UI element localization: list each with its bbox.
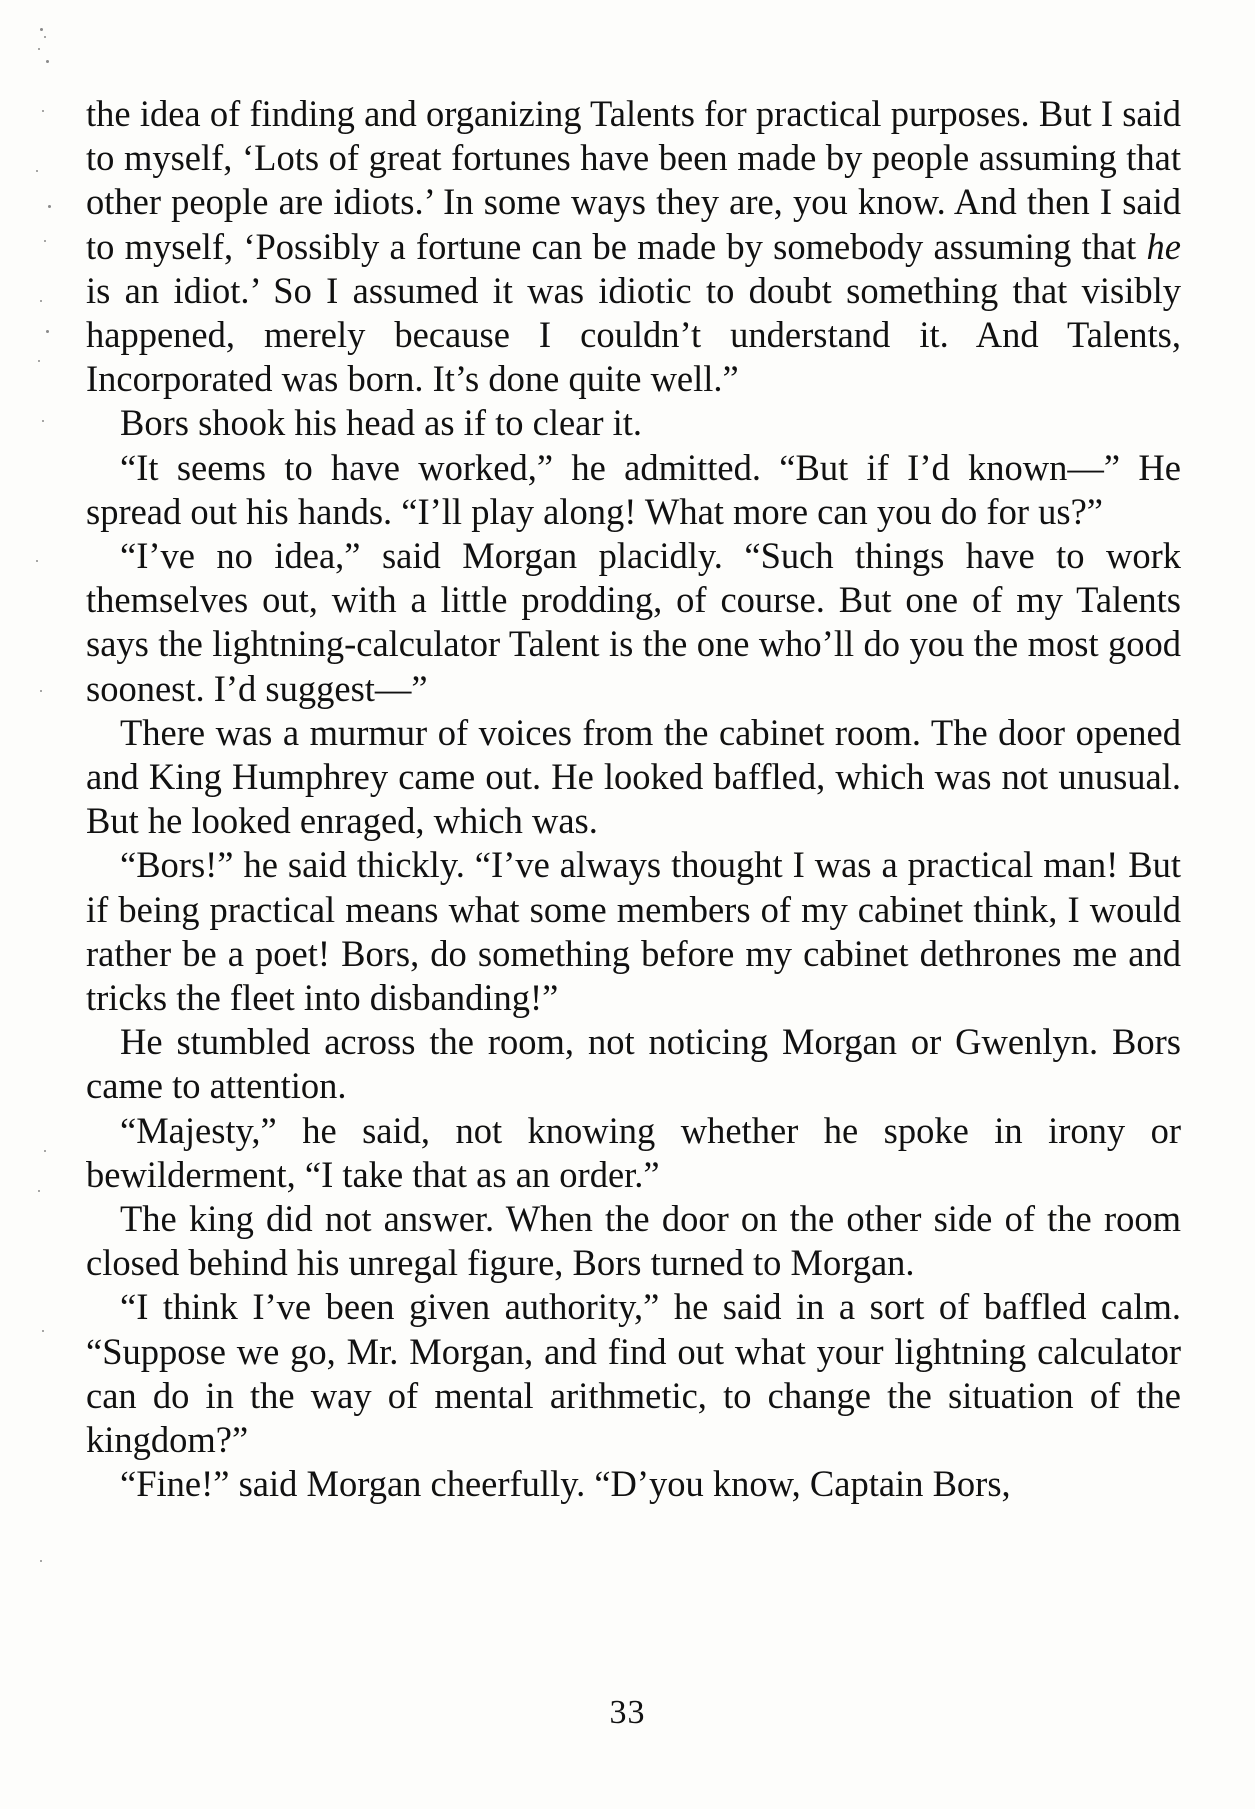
scan-speck xyxy=(36,560,38,562)
paragraph-2: Bors shook his head as if to clear it. xyxy=(120,402,643,444)
paragraph-11: “Fine!” said Morgan cheerfully. “D’you know, Captain Bors, xyxy=(120,1463,1011,1505)
scan-speck xyxy=(42,1330,44,1332)
paragraph-3: “It seems to have worked,” he admitted. “But if I’d known—” He spread out his hands. “I’ll play along! What more can you do for us?” xyxy=(86,446,1181,532)
scan-speck xyxy=(40,690,42,692)
scan-speck xyxy=(42,110,44,112)
scan-speck xyxy=(38,1190,40,1192)
body-text xyxy=(86,92,1181,1507)
scan-speck xyxy=(42,420,44,422)
scan-speck xyxy=(38,360,40,362)
paragraph-1: the idea of finding and organizing Talents for practical purposes. But I said to myself, ‘Lots of great fortunes have been made by people assuming that other people are idiots.’ In some ways they are, you know. And then I said to myself, ‘Possibly a fortune can be made by somebody assuming that he is an idiot.’ So I assumed it was idiotic to doubt something that visibly happened, merely because I couldn’t understand it. And Talents, Incorporated was born. It’s done quite well.” xyxy=(86,93,1181,400)
scan-speck xyxy=(44,36,46,38)
paragraph-4: “I’ve no idea,” said Morgan placidly. “Such things have to work themselves out, with a little prodding, of course. But one of my Talents says the lightning-calculator Talent is the one who’ll do you the most good soonest. I’d suggest—” xyxy=(86,535,1181,709)
paragraph-9: The king did not answer. When the door on the other side of the room closed behind his unregal figure, Bors turned to Morgan. xyxy=(86,1198,1181,1284)
scan-speck xyxy=(46,60,49,63)
scan-speck xyxy=(38,48,40,50)
scan-speck xyxy=(44,1150,46,1152)
scan-margin-noise xyxy=(0,0,70,1809)
scan-speck xyxy=(40,1560,42,1562)
scan-speck xyxy=(48,205,51,208)
scan-speck xyxy=(44,240,46,242)
paragraph-10: “I think I’ve been given authority,” he said in a sort of baffled calm. “Suppose we go, Mr. Morgan, and find out what your lightning calculator can do in the way of mental arithmetic, to change the situation of the kingdom?” xyxy=(86,1286,1181,1461)
page-number: 33 xyxy=(609,1694,646,1731)
paragraph-5: There was a murmur of voices from the cabinet room. The door opened and King Humphrey came out. He looked baffled, which was not unusual. But he looked enraged, which was. xyxy=(86,711,1181,842)
scan-speck xyxy=(40,28,43,31)
scan-speck xyxy=(36,170,38,172)
emphasis-word: he xyxy=(1146,225,1181,267)
scan-speck xyxy=(46,330,49,333)
paragraph-7: He stumbled across the room, not noticing Morgan or Gwenlyn. Bors came to attention. xyxy=(86,1021,1181,1107)
scan-speck xyxy=(40,300,42,302)
paragraph-6: “Bors!” he said thickly. “I’ve always thought I was a practical man! But if being practical means what some members of my cabinet think, I would rather be a poet! Bors, do something before my cabinet dethrones me and tricks the fleet into disbanding!” xyxy=(86,844,1181,1019)
paragraph-8: “Majesty,” he said, not knowing whether he spoke in irony or bewilderment, “I take that as an order.” xyxy=(86,1109,1181,1195)
